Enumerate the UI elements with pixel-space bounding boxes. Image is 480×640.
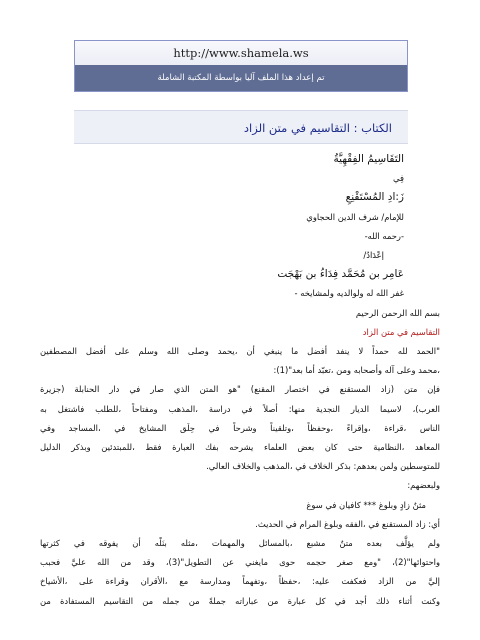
document-body xyxy=(40,150,440,636)
section-heading: التقاسيم في متن الزاد xyxy=(362,326,440,337)
body-line: وكنت أثناء ذلك أجد في كل عبارة من عباراته جملةً من جمله من التقاسيم المستفادة من xyxy=(40,595,440,606)
rahimahu-line: -رحمه الله- xyxy=(364,230,404,241)
basmala-line: بسم الله الرحمن الرحيم xyxy=(355,307,440,318)
generated-note: تم إعداد هذا الملف آليا بواسطة المكتبة الشاملة xyxy=(75,65,407,91)
body-line: أي: زاد المستقنع في ،الفقه وبلوغ المرام في الحديث. xyxy=(255,518,440,529)
body-line: للمتوسطين ولمن بعدهم: بذكر الخلاف في ،المذهب والخلاف العالي. xyxy=(206,461,440,472)
author-line: للإمام/ شرف الدين الحجاوي xyxy=(306,211,404,222)
zad-line: زَ:ادِ المُسْتَقْنِعِ xyxy=(345,191,404,204)
body-line: فإن متن (زاد المستقنع في اختصار المقنع) "هو المتن الذي صار في دار الحنابلة (جزيرة xyxy=(40,384,440,395)
book-title-bar xyxy=(74,110,408,144)
body-line: واحتوائها"(2)، "ومع صغر حجمه حوى مايغني عن التطويل"(3)، وقد من الله عليَّ فحبب xyxy=(40,557,440,568)
book-label: الكتاب xyxy=(361,121,392,135)
book-label-separator: : xyxy=(349,121,358,135)
body-line: المعاهد ،النظامية حتى كان بعض العلماء يشرحه بفك العبارة فقط ،للمبتدئين وبذكر الدليل xyxy=(40,442,440,453)
body-line: ،محمد وعلى آله وأصحابه ومن ،تعبّد أما بعد"(1): xyxy=(273,365,440,376)
source-banner xyxy=(74,40,408,92)
source-url[interactable]: http://www.shamela.ws xyxy=(75,41,407,65)
dua-line: غفر الله له ولوالديه ولمشايخه - xyxy=(294,288,404,299)
body-line: "الحمد لله حمداً لا ينفد أفضل ما ينبغي أن ،يحمد وصلى الله وسلم على أفضل المصطفين xyxy=(40,346,440,357)
idad-line: إعْدَادُ/ xyxy=(363,250,384,261)
body-line: إليَّ من الزاد فعكفت عليه: ،حفظاً ،وتفهماً ومدارسة مع ،الأقران وقراءة على ،الأشياخ xyxy=(40,576,440,587)
body-line: ولبعضهم: xyxy=(407,480,440,491)
title-line: التَقَاسِيمُ الفِقْهِيَّةُ xyxy=(333,153,404,165)
preparer-line: عَامِر بن مُحَمَّد فِدَاءُ بن بَهْجَت xyxy=(277,268,404,281)
body-line: ولم يؤلَّف بعده متنٌ مشبع ،بالمسائل والمهمات ،مثله بنَلْه أن يفوقه في كثرتها xyxy=(40,538,440,549)
body-line: الناس ،قراءة ،وإقراءً ،وحفظاً ،وتلقيناً وشرحاً في حِلَق المشايخ في ،المساجد وفي xyxy=(40,422,440,433)
book-title: التقاسيم في متن الزاد xyxy=(243,121,350,135)
body-line: العرب)، لاسيما الديار النجدية منها: أصلاً في دراسة ،المذهب ومفتاحاً ،للطلب فاشتغل به xyxy=(40,403,440,414)
verse-line: مثنٌ زادٍ وبلوغ *** كافيان في سوغ xyxy=(306,499,426,510)
fi-line: فِي xyxy=(393,173,404,184)
